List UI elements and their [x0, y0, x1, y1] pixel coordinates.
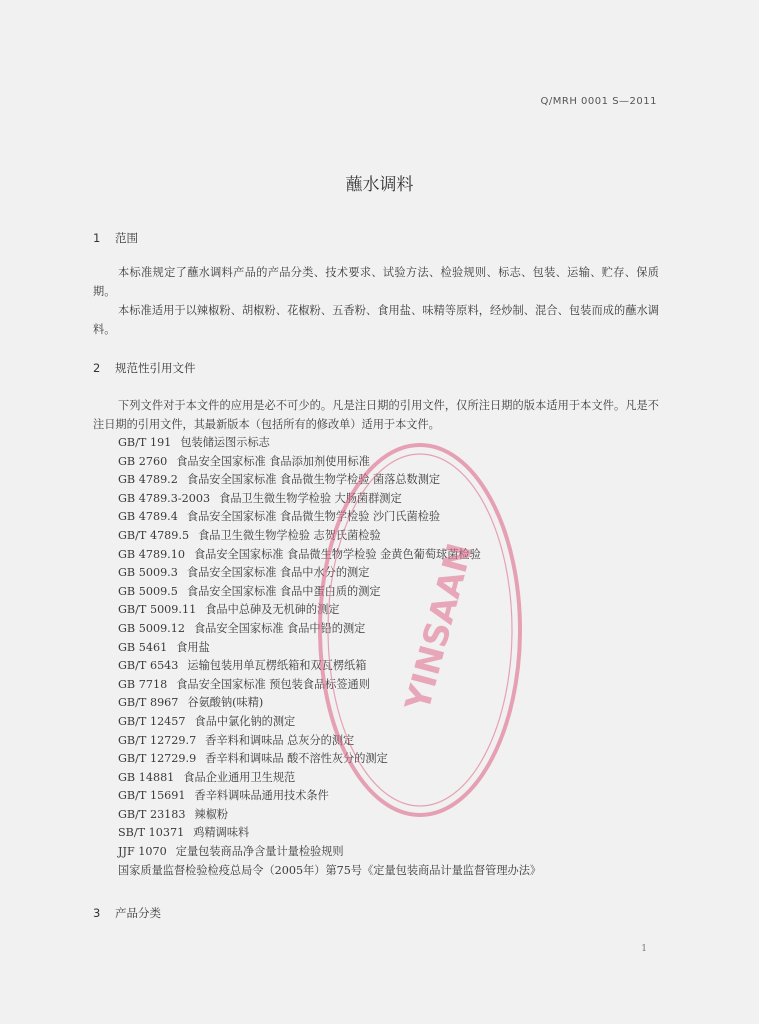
section-number: 1	[93, 231, 101, 245]
reference-item	[118, 750, 678, 769]
reference-title: 食品安全国家标准 食品中水分的测定	[186, 566, 370, 580]
reference-title: 国家质量监督检验检疫总局令（2005年）第75号《定量包装商品计量监督管理办法》	[118, 863, 542, 877]
reference-title: 食品中总砷及无机砷的测定	[205, 603, 340, 617]
reference-code: GB/T 12729.7	[118, 733, 197, 747]
reference-title: 鸡精调味料	[193, 826, 250, 840]
reference-item	[118, 471, 678, 490]
section-2-heading	[93, 360, 196, 376]
reference-item	[118, 434, 678, 453]
reference-title: 谷氨酸钠(味精)	[187, 696, 264, 710]
reference-title: 食品卫生微生物学检验 大肠菌群测定	[219, 491, 402, 505]
reference-code: GB/T 191	[118, 436, 172, 449]
reference-code: SB/T 10371	[118, 826, 185, 840]
reference-code: GB/T 23183	[118, 807, 186, 821]
reference-code: GB 5009.3	[118, 566, 178, 580]
reference-code: GB 5461	[118, 640, 168, 654]
reference-title: 香辛料和调味品 总灰分的测定	[205, 733, 355, 747]
reference-code: GB/T 4789.5	[118, 528, 190, 542]
reference-code: GB/T 12729.9	[118, 752, 197, 766]
section-1-paragraph-2: 本标准适用于以辣椒粉、胡椒粉、花椒粉、五香粉、食用盐、味精等原料，经炒制、混合、包装而成的蘸水调料。	[93, 304, 659, 336]
reference-title: 食用盐	[176, 640, 210, 654]
reference-title: 食品安全国家标准 食品添加剂使用标准	[176, 454, 370, 468]
stamp-text: YINSAAN	[397, 539, 481, 716]
reference-title: 食品安全国家标准 食品微生物学检验 沙门氏菌检验	[186, 510, 441, 524]
reference-code: GB 4789.4	[118, 510, 178, 524]
reference-title: 食品企业通用卫生规范	[183, 770, 296, 784]
reference-item	[118, 453, 678, 472]
reference-title: 食品卫生微生物学检验 志贺氏菌检验	[198, 528, 381, 542]
reference-item	[118, 546, 678, 565]
reference-item	[118, 862, 678, 881]
reference-code: GB/T 8967	[118, 696, 179, 710]
reference-item	[118, 583, 678, 602]
reference-code: GB 4789.10	[118, 547, 185, 561]
reference-code: GB/T 5009.11	[118, 603, 197, 617]
reference-code: GB 7718	[118, 677, 168, 691]
reference-title: 食品安全国家标准 预包装食品标签通则	[176, 677, 370, 691]
section-1-heading	[93, 230, 138, 246]
reference-item	[118, 601, 678, 620]
reference-item	[118, 620, 678, 639]
reference-item	[118, 694, 678, 713]
section-number: 2	[93, 361, 101, 375]
reference-item	[118, 806, 678, 825]
page-number: 1	[641, 944, 647, 954]
section-title: 规范性引用文件	[115, 361, 196, 375]
standard-code: Q/MRH 0001 S—2011	[540, 96, 657, 107]
reference-title: 食品安全国家标准 食品中蛋白质的测定	[186, 584, 381, 598]
section-2-paragraph-1: 下列文件对于本文件的应用是必不可少的。凡是注日期的引用文件，仅所注日期的版本适用于本文件。凡是不注日期的引用文件，其最新版本（包括所有的修改单）适用于本文件。	[93, 399, 659, 431]
reference-item	[118, 843, 678, 862]
section-3-heading	[93, 905, 161, 921]
reference-title: 定量包装商品净含量计量检验规则	[175, 845, 344, 859]
reference-title: 食品中氯化钠的测定	[194, 714, 296, 728]
reference-title: 运输包装用单瓦楞纸箱和双瓦楞纸箱	[187, 659, 367, 673]
reference-code: GB/T 12457	[118, 714, 186, 728]
reference-item	[118, 490, 678, 509]
reference-code: GB 4789.3-2003	[118, 491, 211, 505]
reference-item	[118, 824, 678, 843]
section-number: 3	[93, 906, 101, 920]
reference-item	[118, 527, 678, 546]
reference-item	[118, 787, 678, 806]
reference-code: JJF 1070	[118, 845, 167, 859]
section-1-paragraph-1: 本标准规定了蘸水调料产品的产品分类、技术要求、试验方法、检验规则、标志、包装、运输、贮存、保质期。	[93, 266, 659, 298]
reference-title: 辣椒粉	[194, 807, 229, 821]
reference-item	[118, 769, 678, 788]
reference-title: 香辛料调味品通用技术条件	[194, 789, 329, 803]
document-title: 蘸水调料	[345, 175, 414, 195]
reference-item	[118, 657, 678, 676]
reference-code: GB/T 6543	[118, 659, 179, 673]
reference-item	[118, 639, 678, 658]
reference-title: 食品安全国家标准 食品微生物学检验 金黄色葡萄球菌检验	[193, 547, 481, 561]
reference-code: GB 5009.5	[118, 584, 178, 598]
reference-item	[118, 732, 678, 751]
reference-item	[118, 713, 678, 732]
reference-item	[118, 676, 678, 695]
reference-item	[118, 564, 678, 583]
reference-code: GB 2760	[118, 454, 168, 468]
reference-code: GB/T 15691	[118, 789, 186, 803]
reference-title: 食品安全国家标准 食品微生物学检验 菌落总数测定	[186, 473, 441, 487]
reference-title: 香辛料和调味品 酸不溶性灰分的测定	[205, 752, 388, 766]
reference-title: 食品安全国家标准 食品中铅的测定	[193, 621, 366, 635]
reference-code: GB 5009.12	[118, 621, 185, 635]
section-title: 范围	[115, 231, 138, 245]
section-title: 产品分类	[115, 906, 161, 920]
reference-list	[118, 434, 678, 880]
reference-item	[118, 508, 678, 527]
reference-code: GB 4789.2	[118, 473, 178, 487]
reference-code: GB 14881	[118, 770, 175, 784]
reference-title: 包装储运图示标志	[180, 436, 270, 449]
